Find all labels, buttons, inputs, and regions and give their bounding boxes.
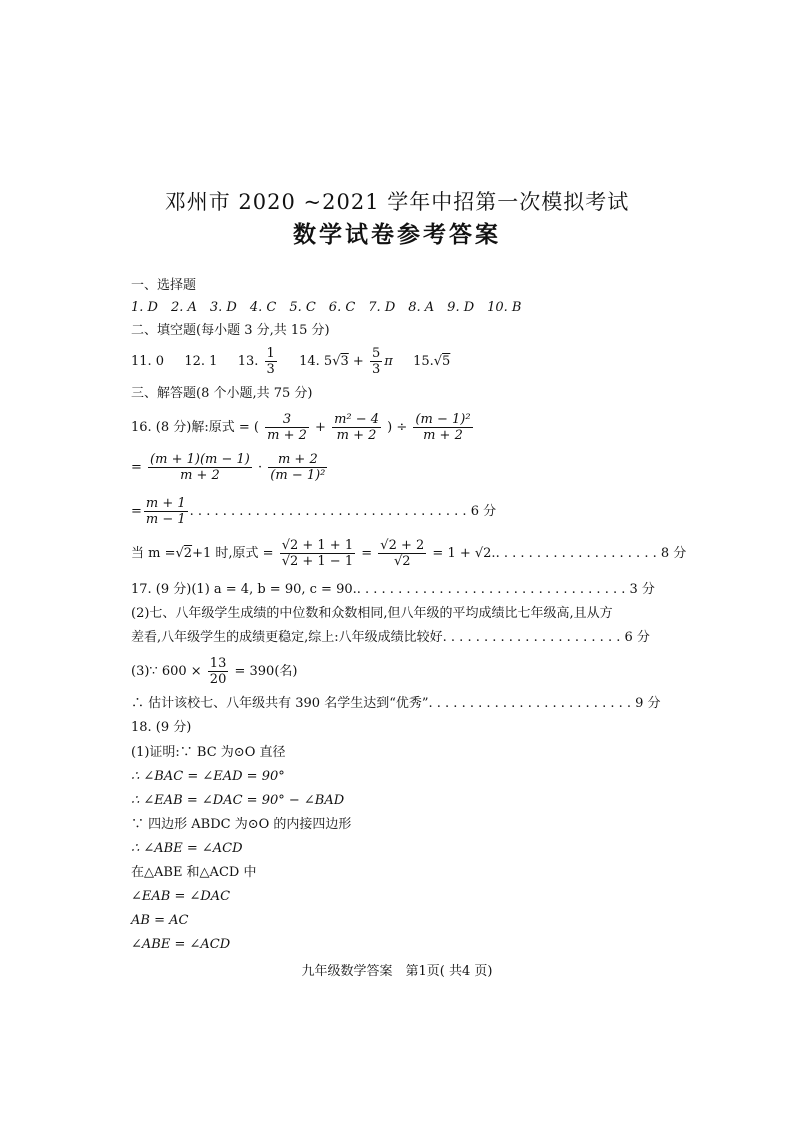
q17-part1: 17. (9 分)(1) a = 4, b = 90, c = 90. — [131, 582, 357, 597]
equals-sign: = — [131, 460, 142, 475]
fraction-numerator: m + 2 — [268, 452, 327, 468]
radicand: 5 — [442, 354, 451, 369]
answer-key-title: 数学试卷参考答案 — [293, 221, 501, 248]
q16-l4-result: = 1 + √2. — [432, 546, 496, 561]
equals-sign: = — [361, 546, 373, 561]
section-2-heading: 二、填空题(每小题 3 分,共 15 分) — [131, 323, 330, 338]
answer-13-label: 13. — [237, 354, 259, 369]
q16-line-3 — [131, 496, 496, 527]
fraction-numerator: 13 — [209, 656, 227, 671]
answer-11: 11. 0 — [131, 354, 165, 369]
q17-part2-conclusion: 差看,八年级学生的成绩更稳定,综上:八年级成绩比较好 — [131, 630, 443, 645]
q18-line-1: 18. (9 分) — [131, 720, 192, 735]
plus-sign: + — [315, 420, 326, 435]
q16-fraction-3 — [413, 412, 472, 443]
score-label: 9 分 — [635, 696, 661, 711]
leader-dots: . . . . . . . . . . . . . . . . . . . . . . . . . — [428, 696, 631, 711]
fraction-numerator: 3 — [265, 412, 309, 428]
divide-sign: ) ÷ — [387, 420, 408, 435]
sqrt-sign: √ — [175, 546, 184, 561]
radicand: 3 — [340, 354, 349, 369]
fraction-numerator: √2 + 1 + 1 — [281, 538, 354, 553]
q16-l4-text-a: 当 m = — [131, 546, 176, 561]
exam-title: 邓州市 2020 ~2021 学年中招第一次模拟考试 — [164, 190, 630, 214]
leader-dots: . . . . . . . . . . . . . . . . . . . . — [495, 546, 657, 561]
fraction-denominator: 20 — [209, 672, 227, 687]
q16-l2-fraction-1 — [148, 452, 252, 483]
q17-line-5 — [131, 696, 661, 712]
leader-dots: . . . . . . . . . . . . . . . . . . . . . . — [442, 630, 621, 645]
score-label: 3 分 — [629, 582, 655, 597]
q16-lead: 16. (8 分)解:原式 = ( — [131, 420, 259, 435]
score-label: 6 分 — [470, 504, 497, 519]
score-label: 6 分 — [624, 630, 650, 645]
q18-line-9: AB = AC — [131, 913, 189, 928]
q16-l3-fraction — [144, 496, 188, 527]
section-2-answers — [131, 346, 450, 377]
fraction-numerator: 5 — [371, 346, 381, 361]
answer-14-label: 14. 5 — [299, 354, 333, 369]
fraction-denominator: (m − 1)² — [270, 468, 326, 483]
pi-symbol: π — [384, 354, 393, 369]
q18-line-8: ∠EAB = ∠DAC — [131, 889, 231, 904]
fraction-denominator: m + 2 — [336, 428, 377, 443]
section-3-heading: 三、解答题(8 个小题,共 75 分) — [131, 386, 313, 401]
page-footer: 九年级数学答案 第1页( 共4 页) — [301, 964, 493, 979]
q17-line-4 — [131, 656, 297, 687]
fraction-denominator: 3 — [371, 362, 381, 377]
fraction-denominator: m + 2 — [423, 428, 463, 443]
sqrt-sign: √ — [332, 354, 341, 369]
answer-12: 12. 1 — [184, 354, 218, 369]
q18-line-10: ∠ABE = ∠ACD — [131, 937, 231, 952]
plus-sign: + — [352, 354, 364, 369]
times-dot: · — [258, 460, 263, 475]
fraction-denominator: m − 1 — [145, 512, 186, 527]
section-1-heading: 一、选择题 — [131, 278, 197, 293]
q16-line-4 — [131, 538, 686, 569]
q16-line-1 — [131, 412, 475, 443]
fraction-numerator: m + 1 — [145, 496, 186, 511]
radicand: 2 — [183, 546, 193, 561]
answer-15-label: 15. — [413, 354, 434, 369]
q17-fraction — [208, 656, 229, 687]
q18-line-4: ∴ ∠EAB = ∠DAC = 90° − ∠BAD — [131, 793, 345, 808]
answer-13-fraction — [265, 346, 277, 377]
q17-estimate: ∴ 估计该校七、八年级共有 390 名学生达到“优秀” — [131, 696, 429, 711]
fraction-denominator: m + 2 — [267, 428, 307, 443]
q16-l4-fraction-1 — [280, 538, 355, 569]
fraction-denominator: 3 — [266, 362, 275, 377]
q16-l4-text-b: +1 时,原式 = — [192, 546, 274, 561]
score-label: 8 分 — [660, 546, 687, 561]
fraction-denominator: √2 — [394, 554, 411, 569]
answer-14-fraction — [370, 346, 382, 377]
q16-l2-fraction-2 — [268, 452, 327, 483]
sqrt-sign: √ — [433, 354, 443, 369]
fraction-denominator: m + 2 — [180, 468, 220, 483]
q18-line-2: (1)证明:∵ BC 为⊙O 直径 — [131, 745, 286, 760]
fraction-numerator: √2 + 2 — [380, 538, 425, 553]
fraction-denominator: √2 + 1 − 1 — [281, 554, 354, 569]
fraction-numerator: m² − 4 — [334, 412, 380, 427]
q16-fraction-2 — [332, 412, 381, 443]
fraction-numerator: (m + 1)(m − 1) — [150, 452, 250, 467]
q17-line-2: (2)七、八年级学生成绩的中位数和众数相同,但八年级的平均成绩比七年级高,且从方 — [131, 606, 613, 621]
fraction-numerator: (m − 1)² — [415, 412, 471, 427]
q18-line-7: 在△ABE 和△ACD 中 — [131, 865, 257, 880]
q18-line-6: ∴ ∠ABE = ∠ACD — [131, 841, 243, 856]
leader-dots: . . . . . . . . . . . . . . . . . . . . . . . . . . . . . . . . . . — [189, 504, 467, 519]
q18-line-3: ∴ ∠BAC = ∠EAD = 90° — [131, 769, 285, 784]
q17-line-3 — [131, 630, 650, 646]
q16-l4-fraction-2 — [378, 538, 426, 569]
equals-sign: = — [131, 504, 142, 519]
q16-fraction-1 — [265, 412, 309, 443]
q18-line-5: ∵ 四边形 ABDC 为⊙O 的内接四边形 — [131, 817, 352, 832]
q16-line-2 — [131, 452, 329, 483]
q17-part3-lead: (3)∵ 600 × — [131, 664, 202, 679]
section-1-answers: 1. D 2. A 3. D 4. C 5. C 6. C 7. D 8. A 9. D 10. B — [131, 300, 522, 315]
leader-dots: . . . . . . . . . . . . . . . . . . . . . . . . . . . . . . . . . — [356, 582, 626, 597]
fraction-numerator: 1 — [266, 346, 275, 361]
q17-part3-result: = 390(名) — [234, 664, 298, 679]
q17-line-1 — [131, 582, 655, 598]
